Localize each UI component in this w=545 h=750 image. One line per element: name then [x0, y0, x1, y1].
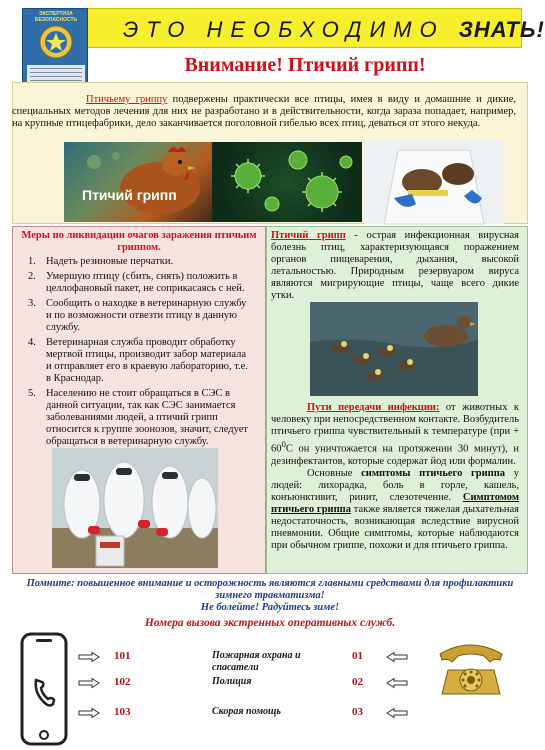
workers-photo	[52, 448, 218, 568]
symptoms-paragraph: Основные симптомы птичьего гриппа у людей: лихорадка, боль в горле, кашель, конъюнктивит, ринит, слезотечение. Симптомом птичьего гриппа также является тяжелая дыхательная недостаточность, возникающая вследствие вирусной пневмонии. Общие симптомы, которые наблюдаются при обычном гриппе, похожи и для птичьего гриппа.	[271, 467, 520, 551]
mobile-number: 103	[114, 706, 131, 718]
list-item: 4. Ветеринарная служба проводит обработку мертвой птицы, производит забор материала и отправляет его в краевую лабораторию, т.е. в Краснодар.	[28, 337, 248, 384]
transmission-paragraph: Пути передачи инфекции: от животных к человеку при непосредственном контакте. Возбудитель птичьего гриппа чувствительный к температуре ($при + 60^0С$ он уничтожается на протяжении 30 минут), и дезинфектантов, которые содержат йод или формалин.	[271, 402, 520, 467]
arrow-right-icon	[78, 652, 100, 662]
arrow-left-icon	[386, 652, 408, 662]
emergency-row-fire	[70, 650, 430, 678]
ducks-photo	[310, 302, 478, 396]
list-item: 2. Умершую птицу (сбить, снять) положить в целлофановый пакет, не соприкасаясь с ней.	[28, 271, 245, 294]
emergency-numbers-title: Номера вызова экстренных оперативных служб.	[144, 617, 396, 629]
header-title	[123, 17, 545, 43]
intro-lead: Птичьему гриппу	[86, 94, 168, 105]
disease-definition: Птичий грипп - острая инфекционная вирусная болезнь птиц, характеризующаяся поражением органов пищеварения, дыхания, высокой летальностью. Природным резервуаром вируса являются мигрирующие птицы, чаще всего дикие утки.	[271, 230, 519, 301]
reminder-line-2: Не болейте! Радуйтесь зиме!	[200, 602, 340, 613]
service-name: Скорая помощь	[212, 706, 281, 717]
list-item: 1. Надеть резиновые перчатки.	[28, 256, 174, 267]
arrow-right-icon	[78, 708, 100, 718]
arrow-left-icon	[386, 678, 408, 688]
list-item: 3. Сообщить о находке в ветеринарную службу и по возможности отвезти птицу в данную службу.	[28, 298, 247, 333]
elimination-measures-heading: Меры по ликвидации очагов заражения птичьим гриппом.	[21, 230, 257, 253]
transmission-and-symptoms	[271, 402, 519, 552]
rotary-phone-icon	[434, 638, 508, 698]
intro-paragraph	[12, 94, 516, 130]
service-name: Пожарная охрана и спасатели	[212, 650, 301, 673]
service-name: Полиция	[212, 676, 252, 687]
header-title-spaced: ЭТО НЕОБХОДИМО	[123, 17, 445, 42]
intro-rest: подвержены практически все птицы, имея в виду и домашние и дикие, специальных методов лечения для них не разработано и в действительности, когда зараза попадает, например, на крупные птицефабрики, дело заканчивается поголовной гибелью всех птиц, деваться от этого некуда.	[12, 94, 516, 129]
definition-lead: Птичий грипп	[271, 230, 346, 241]
emergency-row-police	[70, 676, 430, 704]
safety-reminder	[20, 578, 520, 614]
main-heading: Внимание! Птичий грипп!	[184, 54, 426, 76]
arrow-right-icon	[78, 678, 100, 688]
mobile-number: 101	[114, 650, 131, 662]
hen-photo	[64, 142, 212, 222]
mobile-phone-icon	[20, 632, 68, 746]
arrow-left-icon	[386, 708, 408, 718]
landline-number: 01	[352, 650, 363, 662]
reminder-line-1: Помните: повышенное внимание и осторожность являются главными средствами для профилактики зимнего травматизма!	[26, 578, 514, 601]
header-band	[22, 8, 545, 48]
emergency-row-ambulance	[70, 706, 430, 734]
logo-top-text: ЭКСПЕРТИЗА БЕЗОПАСНОСТЬ	[34, 11, 78, 23]
header-title-bold: ЗНАТЬ!	[458, 17, 545, 42]
landline-number: 03	[352, 706, 363, 718]
elimination-measures-list	[28, 256, 254, 451]
virus-photo	[212, 142, 362, 222]
mobile-number: 102	[114, 676, 131, 688]
transmission-lead: Пути передачи инфекции:	[307, 402, 440, 413]
emblem-icon	[39, 25, 73, 59]
infected-birds-photo	[364, 140, 504, 224]
landline-number: 02	[352, 676, 363, 688]
hen-photo-caption: Птичий грипп	[82, 187, 177, 203]
list-item: 5. Населению не стоит обращаться в СЭС в данной ситуации, так как СЭС занимается заболеваниями людей, а птичий грипп относится к группе зоонозов, значит, следует обращаться в ветеринарную службу.	[28, 388, 248, 447]
